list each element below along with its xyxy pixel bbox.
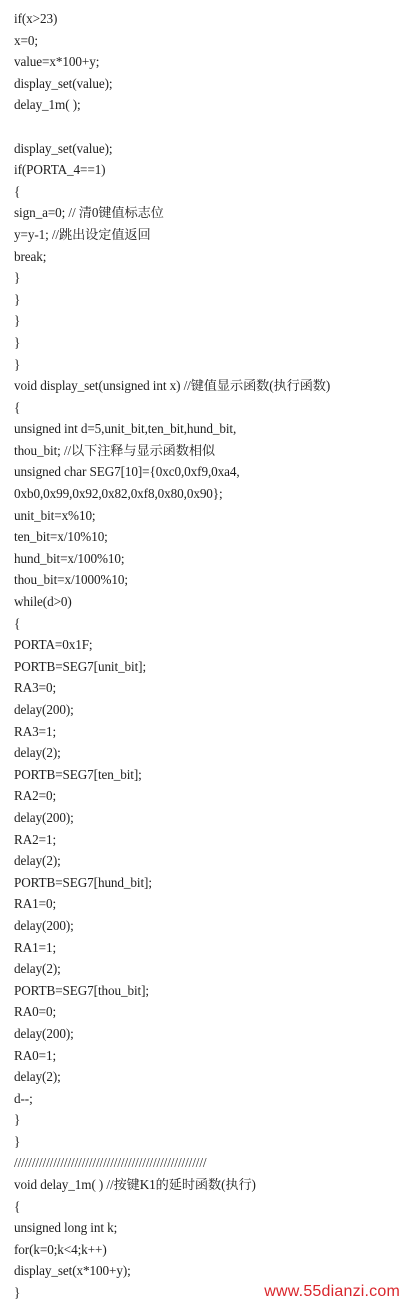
code-line: 0xb0,0x99,0x92,0x82,0xf8,0x80,0x90}; (14, 486, 223, 502)
watermark-text: www.55dianzi.com (264, 1283, 400, 1300)
code-line: PORTB=SEG7[hund_bit]; (14, 874, 152, 890)
code-line: delay(2); (14, 1069, 61, 1085)
code-line: y=y-1; //跳出设定值返回 (14, 226, 151, 242)
code-line: PORTB=SEG7[unit_bit]; (14, 658, 147, 674)
code-line: RA2=0; (14, 788, 57, 804)
code-line: } (14, 334, 21, 350)
code-line: if(x>23) (14, 11, 58, 26)
code-line: unsigned char SEG7[10]={0xc0,0xf9,0xa4, (14, 464, 240, 480)
code-line: delay(200); (14, 702, 74, 717)
code-line: for(k=0;k<4;k++) (14, 1241, 107, 1257)
code-line: delay(2); (14, 961, 61, 977)
code-line: RA0=0; (14, 1004, 57, 1020)
code-line: ////////////////////////////////////////////////////// (14, 1155, 207, 1171)
code-line: hund_bit=x/100%10; (14, 550, 125, 566)
code-line: delay(2); (14, 745, 61, 761)
code-line: { (14, 183, 21, 199)
code-line: display_set(value); (14, 75, 113, 91)
code-line: RA3=0; (14, 680, 57, 696)
code-line: RA1=1; (14, 939, 57, 955)
code-line: } (14, 1133, 21, 1149)
code-line: RA0=1; (14, 1047, 57, 1063)
code-line: PORTB=SEG7[thou_bit]; (14, 982, 149, 998)
code-line: } (14, 356, 21, 372)
code-line: thou_bit; //以下注释与显示函数相似 (14, 442, 216, 458)
code-line: RA2=1; (14, 831, 57, 847)
code-line: delay_1m( ); (14, 97, 81, 113)
code-line: if(PORTA_4==1) (14, 162, 106, 178)
code-line (14, 116, 402, 138)
code-line: } (14, 313, 21, 329)
code-line: unit_bit=x%10; (14, 507, 96, 523)
code-line: while(d>0) (14, 594, 72, 610)
code-line: } (14, 1285, 21, 1301)
code-line: PORTA=0x1F; (14, 637, 93, 653)
code-line: delay(200); (14, 1025, 74, 1041)
code-line: { (14, 399, 21, 415)
code-line: } (14, 270, 21, 286)
code-line: unsigned long int k; (14, 1220, 118, 1236)
code-line: void delay_1m( ) //按键K1的延时函数(执行) (14, 1177, 256, 1193)
code-line: } (14, 291, 21, 307)
code-line: x=0; (14, 32, 38, 48)
code-line: thou_bit=x/1000%10; (14, 572, 128, 588)
code-line: d--; (14, 1090, 33, 1106)
code-line: RA1=0; (14, 896, 57, 912)
code-line: { (14, 615, 21, 631)
code-line: RA3=1; (14, 723, 57, 739)
code-line: display_set(x*100+y); (14, 1263, 131, 1279)
code-line: unsigned int d=5,unit_bit,ten_bit,hund_bit, (14, 421, 237, 437)
code-line: value=x*100+y; (14, 54, 100, 70)
code-line: void display_set(unsigned int x) //键值显示函数(执行函数) (14, 378, 331, 394)
code-line: sign_a=0; // 清0键值标志位 (14, 205, 164, 221)
code-line: delay(200); (14, 809, 74, 825)
code-line: { (14, 1198, 21, 1214)
code-line: ten_bit=x/10%10; (14, 529, 108, 545)
code-listing (14, 8, 402, 1304)
code-line: } (14, 1112, 21, 1128)
code-line: break; (14, 248, 47, 264)
code-line: PORTB=SEG7[ten_bit]; (14, 766, 142, 782)
code-line: delay(200); (14, 917, 74, 933)
code-line: delay(2); (14, 853, 61, 869)
code-line: display_set(value); (14, 140, 113, 156)
